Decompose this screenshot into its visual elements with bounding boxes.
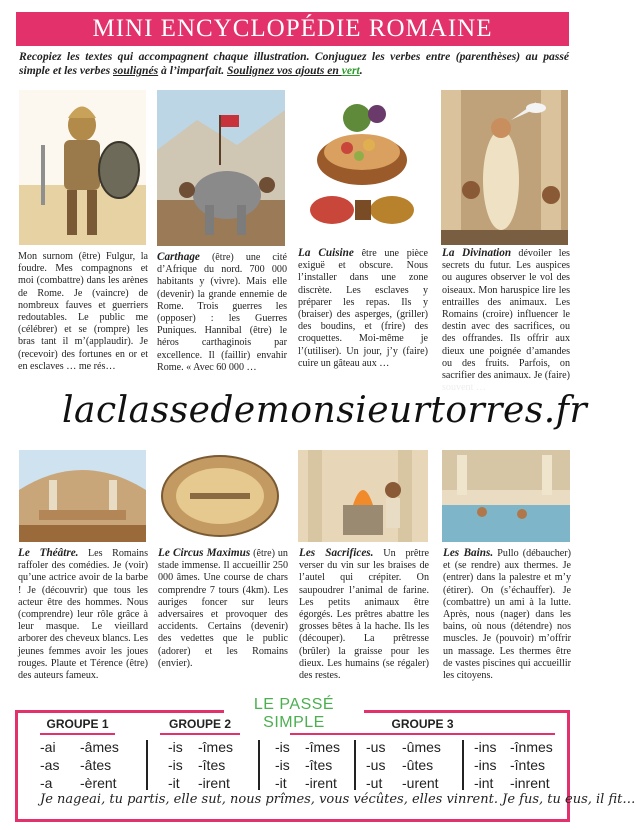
separator — [462, 740, 464, 790]
ending-column: -is -is -it — [275, 739, 290, 791]
bains-illustration — [442, 450, 570, 542]
ending-column: -îmes -îtes -irent — [198, 739, 233, 791]
sacrifices-illustration — [298, 450, 428, 542]
theatre-illustration — [19, 450, 146, 542]
carthage-illustration — [157, 90, 285, 246]
card-theatre-text: Le Théâtre. Les Romains raffoler des comédies. Je (voir) qu’une actrice avoir de la barbe ! Je (découvrir) que tous les acteur être des hommes. Nous (comprendre) leur rôle grâce à leur masque. Le vieillard arborer des cheveux blancs. Les jeunes femmes avoir les joues rouges. Plaute et Térence (être) des auteurs fameux. — [18, 547, 148, 682]
group-1-header: GROUPE 1 — [40, 716, 115, 735]
card-divination-text: La Divination dévoiler les secrets du futur. Les auspices ou augures observer le vol des oiseaux. Mon haruspice lire les entrailles des animaux. Les Romains (croire) influencer le destin avec des sacrifices, ou des offrandes. Ils offrir aux dieux une poignée d’amandes ou des fruits. Parfois, on sacrifier des animaux. Je (faire) — [442, 247, 570, 382]
card-carthage-text: Carthage (être) une cité d’Afrique du nord. 700 000 habitants y (vivre). Mais elle (devenir) la grande ennemie de Rome. Trois guerres les (opposer) : les Guerres Puniques. Hannibal (être) le héros carthaginois par excellence. Il (faillir) envahir Rome. « Avec 60 000 … — [157, 251, 287, 373]
ending-column: -is -is -it — [168, 739, 183, 791]
group-3-header: GROUPE 3 — [290, 716, 555, 735]
divination-illustration — [441, 90, 568, 245]
separator — [258, 740, 260, 790]
ending-column: -ai -as -a — [40, 739, 60, 791]
page-title: MINI ENCYCLOPÉDIE ROMAINE — [16, 12, 569, 46]
instructions: Recopiez les textes qui accompagnent chaque illustration. Conjuguez les verbes entre (parenthèses) au passé simple et les verbes soulignés à l’imparfait. Soulignez vos ajouts en vert. — [19, 50, 569, 77]
separator — [146, 740, 148, 790]
card-circus-text: Le Circus Maximus (être) un stade immense. Il accueillir 250 000 âmes. Une course de chars comprendre 7 tours (4km). Les auriges foncer sur leurs adversaires et provoquer des accidents. Certains (devenir) des vedettes que le public (adorer) et les Romains (envier). — [158, 547, 288, 669]
ending-column: -us -us -ut — [366, 739, 386, 791]
card-bains-text: Les Bains. Pullo (débaucher) et (se rendre) aux thermes. Je (entrer) dans la palestre et m’y (étirer). On (s’échauffer). Je (combattre) un ami à la lutte. Après, nous (nager) dans les bains, où nous (détendre) nos muscles. Je (pouvoir) m’offrir un massage. Les thermes être de vastes piscines qui accueillir les citoyens. — [443, 547, 571, 682]
watermark-text: laclassedemonsieurtorres.fr — [62, 390, 588, 431]
ending-column: -înmes -întes -inrent — [510, 739, 553, 791]
card-cuisine-text: La Cuisine être une pièce exiguë et obscure. Nous l’installer dans une zone discrète. Les esclaves y préparer les repas. Ils y (braiser) des asperges, (griller) des boudins, et (frire) des croquettes. Moi-même je l’(utiliser). Un jour, j’y (faire) cuire un gâteau aux … — [298, 247, 428, 369]
ending-column: -âmes -âtes -èrent — [80, 739, 119, 791]
circus-maximus-illustration — [160, 450, 280, 542]
gladiator-illustration — [19, 90, 146, 245]
card-gladiator-text: Mon surnom (être) Fulgur, la foudre. Mes compagnons et moi (combattre) dans les arènes de Rome. Je (vaincre) de nombreux fauves et guerriers redoutables. Le public me (célébrer) et se (rompre) les bras tant il m’(applaudir). Je (recevoir) des fortunes en or et en esclaves … me rés… — [18, 251, 148, 372]
ending-column: -ins -ins -int — [474, 739, 497, 791]
watermark-banner — [0, 382, 588, 450]
ending-column: -ûmes -ûtes -urent — [402, 739, 441, 791]
ending-column: -îmes -îtes -irent — [305, 739, 340, 791]
passe-simple-title: LE PASSÉ SIMPLE — [224, 696, 364, 732]
card-sacrifices-text: Les Sacrifices. Un prêtre verser du vin sur les braises de l’autel qui crépiter. On saupoudrer l’animal de farine. Les petits animaux être égorgés. Les prêtres abattre les grosses bêtes à la hache. Ils les (découper). La prêtresse (brûler) la graisse pour les dieux. Les humains (se régaler) des restes. — [299, 547, 430, 682]
examples-line: Je nageai, tu partis, elle sut, nous prîmes, vous vécûtes, elles vinrent. Je fus, tu eus, il fit… — [40, 792, 635, 807]
cuisine-illustration — [297, 90, 427, 242]
separator — [354, 740, 356, 790]
group-2-header: GROUPE 2 — [160, 716, 240, 735]
